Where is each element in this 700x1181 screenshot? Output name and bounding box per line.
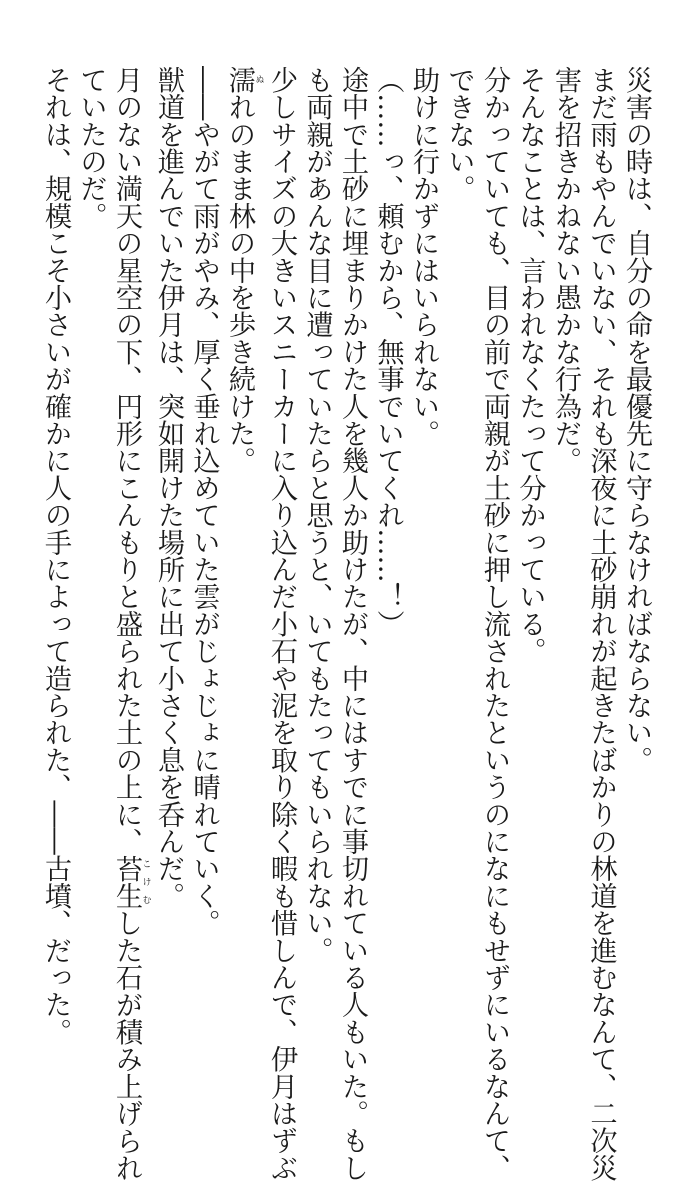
text-line-5: 分かっていても、目の前で両親が土砂に押し流されたというのになにもせずにいるなんて、 [479,66,510,1181]
text-line-6: できない。 [443,66,475,202]
text-line-15 [109,66,151,1181]
ruby-base-mu: 生 [111,882,142,910]
ruby-base-nure: 濡 [224,66,255,94]
text-line-13: ――やがて雨がやみ、厚く垂れ込めていた雲がじょじょに晴れていく。 [188,66,220,937]
ruby-reading-kokemu: こけむ [140,854,151,910]
text-line-8: （……っ、頼むから、無事でいてくれ……！） [372,66,404,638]
text-line-15-before: 月のない満天の星空の下、円形にこんもりと盛られた土の上に、 [111,66,142,855]
text-line-4: そんなことは、言われなくたって分かっている。 [514,66,546,665]
text-line-17: それは、規模こそ小さいが確かに人の手によって造られた、――古墳、だった。 [40,66,71,1046]
text-line-3: 害を招きかねない愚かな行為だ。 [550,66,581,474]
vertical-text-body [38,66,655,1181]
ruby-nu [224,66,264,94]
text-line-11: 少しサイズの大きいスニーカーに入り込んだ小石や泥を取り除く暇も惜しんで、伊月はずぶ [266,66,297,1181]
text-line-10: も両親があんな目に遭っていたらと思うと、いてもたってもいられない。 [301,66,333,964]
text-line-16: ていたのだ。 [75,66,107,230]
text-line-7: 助けに行かずにはいられない。 [408,66,439,447]
text-line-2: まだ雨もやんでいない、それも深夜に土砂崩れが起きたばかりの林道を進むなんて、二次災 [585,66,617,1181]
text-line-9: 途中で土砂に埋まりかけた人を幾人か助けたが、中にはすでに事切れている人もいた。もし [337,66,368,1181]
text-line-15-after: した石が積み上げられ [111,909,142,1181]
text-line-14: 獣道を進んでいた伊月は、突如開けた場所に出て小さく息を呑んだ。 [153,66,184,910]
text-line-12 [222,66,264,966]
ruby-reading-nu: ぬ [253,66,264,94]
text-line-12-rest: れのまま林の中を歩き続けた。 [224,93,255,475]
ruby-base-koke: 苔 [111,854,142,883]
ruby-kokemu [111,854,151,910]
text-line-1: 災害の時は、自分の命を最優先に守らなければならない。 [621,66,652,774]
